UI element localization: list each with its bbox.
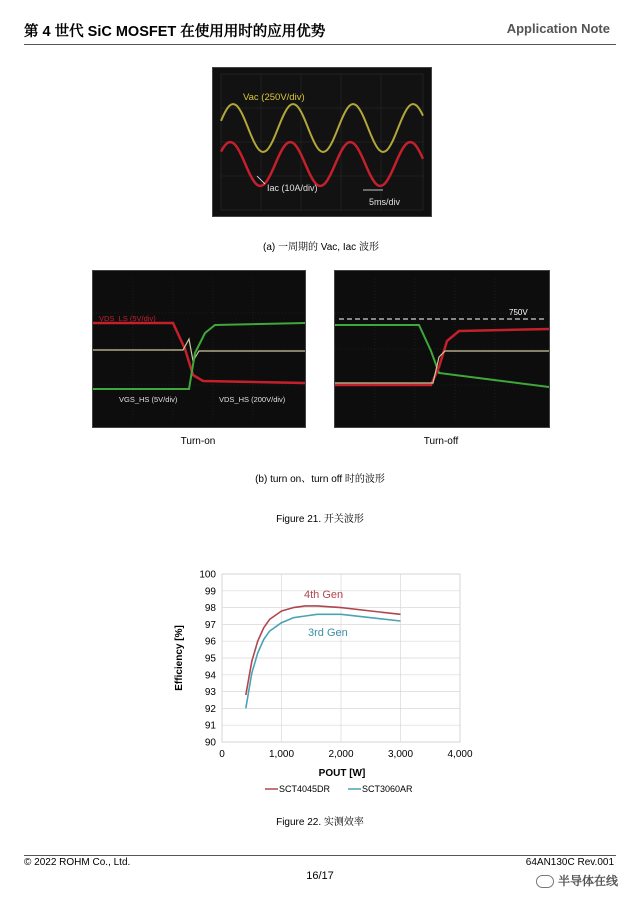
figure-22-caption: Figure 22. 实测效率: [276, 817, 364, 828]
scope-a-vac-label: Vac (250V/div): [243, 92, 305, 103]
label-turn-on: Turn-on: [180, 436, 216, 447]
series-annotation-3rd-gen: 3rd Gen: [308, 627, 348, 639]
scope-image-a: [212, 67, 432, 217]
watermark: [536, 872, 618, 889]
scope-on-vds-hs-label: VDS_HS (200V/div): [219, 395, 286, 404]
x-tick-label: 4,000: [447, 749, 473, 760]
watermark-text: 半导体在线: [557, 874, 618, 888]
y-tick-label: 92: [204, 703, 216, 715]
caption-b: (b) turn on、turn off 时的波形: [255, 474, 385, 485]
y-tick-label: 99: [204, 586, 216, 598]
header-rule: [24, 44, 616, 45]
scope-off-750v-label: 750V: [509, 308, 528, 317]
label-turn-off: Turn-off: [423, 436, 459, 447]
scope-turn-off-waveforms: [335, 271, 549, 427]
x-tick-label: 3,000: [387, 749, 414, 760]
y-axis-label: Efficiency [%]: [174, 625, 185, 691]
scope-image-turn-off: [334, 270, 550, 428]
series-line-sct4045dr: [246, 606, 401, 695]
y-tick-label: 90: [204, 737, 216, 749]
page-header-right: Application Note: [506, 21, 610, 36]
x-tick-label: 1,000: [268, 749, 295, 760]
scope-a-time-label: 5ms/div: [369, 197, 401, 207]
footer-doc-id: 64AN130C Rev.001: [525, 857, 614, 868]
y-tick-label: 96: [204, 636, 216, 648]
scope-on-vds-ls-label: VDS_LS (5V/div): [99, 314, 156, 323]
y-tick-label: 98: [204, 603, 216, 615]
scope-image-turn-on: [92, 270, 306, 428]
series-annotation-4th-gen: 4th Gen: [304, 589, 344, 601]
y-tick-label: 91: [204, 720, 216, 732]
scope-turn-on-waveforms: [93, 271, 305, 427]
y-tick-label: 97: [204, 619, 216, 631]
scope-a-iac-label: Iac (10A/div): [267, 183, 318, 193]
y-tick-label: 93: [204, 687, 216, 699]
x-axis-label: POUT [W]: [318, 768, 366, 779]
scope-on-vgs-hs-label: VGS_HS (5V/div): [119, 395, 178, 404]
wechat-icon: [536, 875, 554, 888]
chart-legend: [265, 784, 413, 794]
y-tick-label: 95: [204, 653, 216, 665]
legend-label-sct3060ar: SCT3060AR: [362, 784, 413, 794]
footer-page-number: 16/17: [306, 870, 334, 882]
page-header-title: 第 4 世代 SiC MOSFET 在使用用时的应用优势: [24, 24, 326, 40]
x-tick-label: 2,000: [328, 749, 354, 760]
footer-rule: [24, 855, 616, 856]
footer-copyright: © 2022 ROHM Co., Ltd.: [24, 857, 131, 868]
y-tick-label: 94: [204, 670, 216, 682]
y-tick-label: 100: [199, 569, 216, 581]
scope-a-waveforms: [213, 68, 431, 216]
legend-label-sct4045dr: SCT4045DR: [279, 784, 331, 794]
caption-a: (a) 一周期的 Vac, Iac 波形: [263, 242, 379, 253]
efficiency-chart: [160, 562, 490, 800]
x-tick-label: 0: [219, 749, 225, 760]
figure-21-caption: Figure 21. 开关波形: [276, 514, 364, 525]
